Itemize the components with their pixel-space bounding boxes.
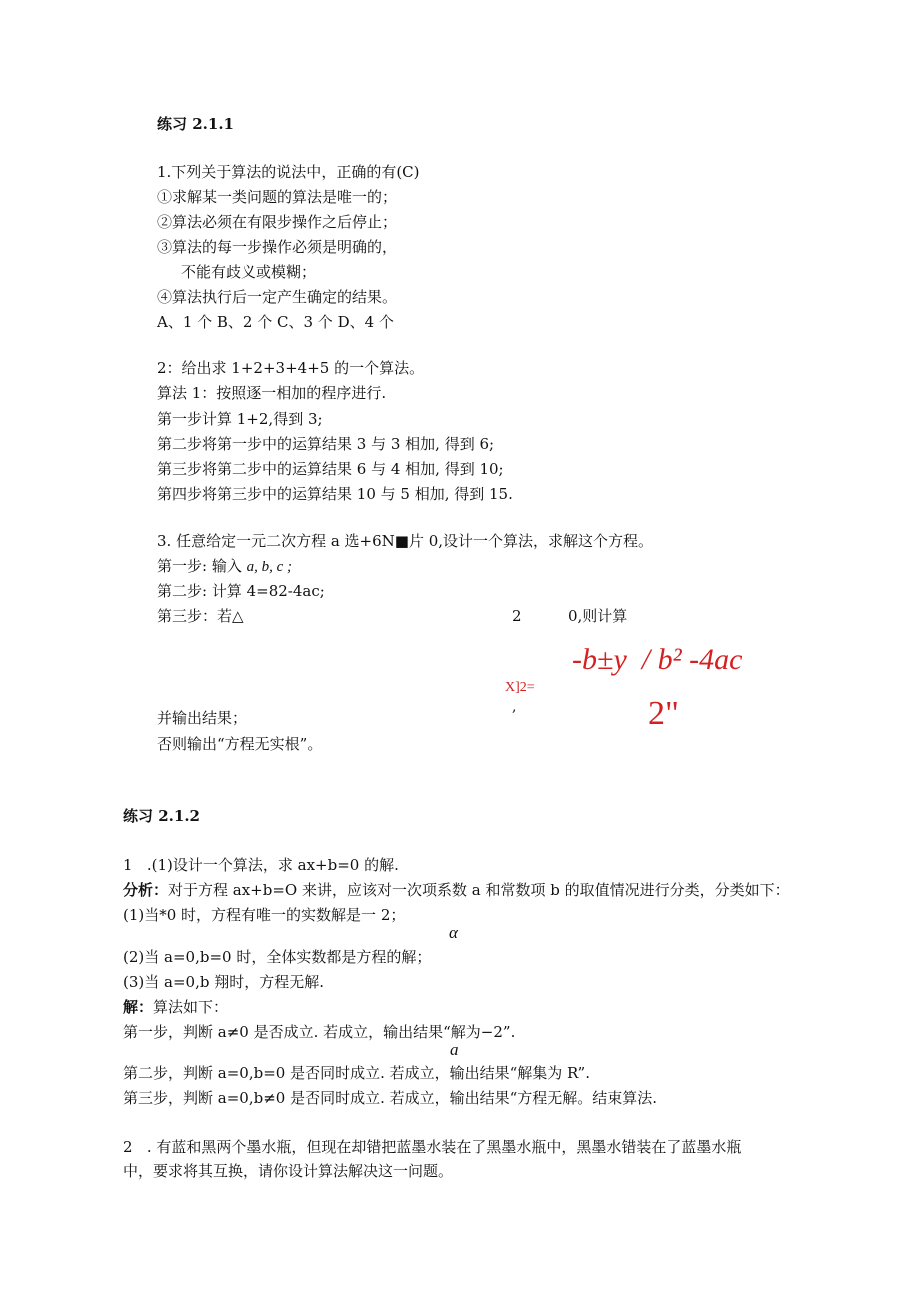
q1-option-2: ②算法必须在有限步操作之后停止； bbox=[157, 213, 398, 231]
p1-case-3: (3)当 a=0,b 翔时，方程无解. bbox=[123, 973, 324, 991]
q1-option-3a: ③算法的每一步操作必须是明确的， bbox=[157, 238, 398, 256]
q1-option-4: ④算法执行后一定产生确定的结果。 bbox=[157, 288, 398, 306]
q2-line-5: 第四步将第三步中的运算结果 10 与 5 相加, 得到 15. bbox=[157, 485, 513, 503]
q3-output-2: 否则输出“方程无实根”。 bbox=[157, 735, 323, 753]
p1-case-1: (1)当*0 时，方程有唯一的实数解是一 2； bbox=[123, 906, 406, 924]
formula-comma: , bbox=[512, 699, 517, 715]
q2-line-4: 第三步将第二步中的运算结果 6 与 4 相加, 得到 10; bbox=[157, 460, 504, 478]
formula-lhs: X]2= bbox=[505, 680, 535, 695]
q1-option-1: ①求解某一类问题的算法是唯一的； bbox=[157, 188, 398, 206]
p1-step-3: 第三步，判断 a=0,b≠0 是否同时成立. 若成立，输出结果“方程无解。结束算法. bbox=[123, 1089, 658, 1107]
q3-stem: 3. 任意给定一元二次方程 a 选+6N■片 0,设计一个算法，求解这个方程。 bbox=[157, 532, 654, 550]
section-title-2-1-1: 练习 2.1.1 bbox=[157, 115, 234, 133]
q3-step-1 bbox=[157, 556, 292, 577]
p1-analysis bbox=[123, 880, 790, 900]
q1-option-3b: 不能有歧义或模糊； bbox=[181, 263, 317, 281]
q3-step-3-label: 第三步：若△ bbox=[157, 607, 244, 625]
q2-stem: 2：给出求 1+2+3+4+5 的一个算法。 bbox=[157, 359, 425, 377]
p2-line-2: 中，要求将其互换，请你设计算法解决这一问题。 bbox=[123, 1162, 454, 1180]
q2-line-2: 第一步计算 1+2,得到 3; bbox=[157, 410, 323, 428]
p1-case-1-denominator: α bbox=[449, 923, 458, 942]
q3-step-3-tail: 0,则计算 bbox=[568, 607, 628, 625]
analysis-text: 对于方程 ax+b=O 来讲，应该对一次项系数 a 和常数项 b 的取值情况进行分类，分类如下： bbox=[168, 881, 790, 899]
q1-choices: A、1 个 B、2 个 C、3 个 D、4 个 bbox=[157, 313, 394, 331]
solution-text: 算法如下： bbox=[153, 998, 229, 1016]
q3-step-3-num: 2 bbox=[512, 607, 522, 625]
q3-step-1-vars: a, b, c ; bbox=[246, 559, 293, 575]
p1-step-1-denominator: a bbox=[450, 1040, 459, 1059]
p2-line-1: 2 . 有蓝和黑两个墨水瓶，但现在却错把蓝墨水装在了黑墨水瓶中，黑墨水错装在了蓝墨水瓶 bbox=[123, 1138, 742, 1156]
analysis-label: 分析： bbox=[123, 881, 169, 899]
section-title-2-1-2: 练习 2.1.2 bbox=[123, 807, 200, 825]
q3-step-1-label: 第一步: 输入 bbox=[157, 557, 242, 575]
p1-case-2: (2)当 a=0,b=0 时，全体实数都是方程的解； bbox=[123, 948, 432, 966]
q3-output-1: 并输出结果； bbox=[157, 709, 248, 727]
formula-denominator: 2" bbox=[648, 695, 679, 732]
p1-solution bbox=[123, 997, 228, 1017]
q1-stem: 1.下列关于算法的说法中，正确的有(C) bbox=[157, 163, 420, 181]
solution-label: 解： bbox=[123, 998, 154, 1016]
p1-stem: 1 .(1)设计一个算法，求 ax+b=0 的解. bbox=[123, 856, 399, 874]
p1-step-1: 第一步，判断 a≠0 是否成立. 若成立，输出结果“解为−2”. bbox=[123, 1023, 516, 1041]
p1-step-2: 第二步，判断 a=0,b=0 是否同时成立. 若成立，输出结果“解集为 R”. bbox=[123, 1064, 590, 1082]
q2-line-1: 算法 1：按照逐一相加的程序进行. bbox=[157, 384, 387, 402]
q2-line-3: 第二步将第一步中的运算结果 3 与 3 相加, 得到 6; bbox=[157, 435, 495, 453]
formula-numerator: -b±y / b² -4ac bbox=[572, 643, 743, 676]
q3-step-2: 第二步: 计算 4=82-4ac; bbox=[157, 582, 325, 600]
